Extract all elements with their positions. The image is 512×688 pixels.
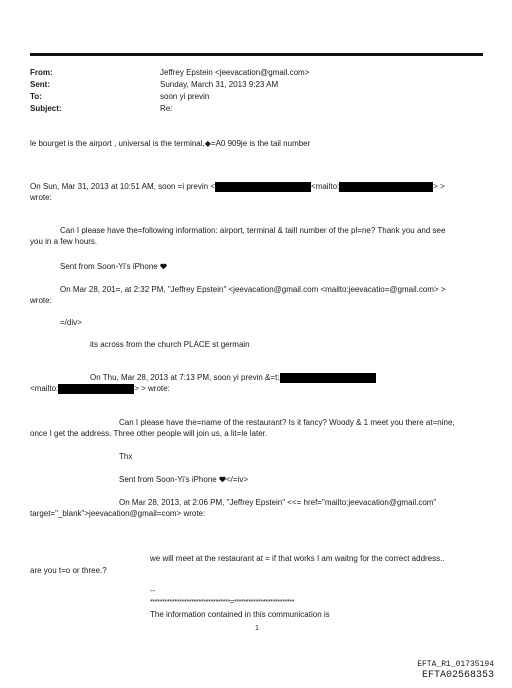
from-value: Jeffrey Epstein <jeevacation@gmail.com> bbox=[160, 68, 310, 77]
heart-icon bbox=[160, 263, 167, 270]
page-number: 1 bbox=[255, 625, 259, 632]
sent-from-1 bbox=[60, 262, 167, 272]
subject-label: Subject: bbox=[30, 104, 62, 113]
sent-from-1-text: Sent from Soon-Yi's iPhone bbox=[60, 262, 158, 271]
stars-line: *********************************=************************* bbox=[150, 599, 295, 606]
redaction-bar bbox=[280, 373, 376, 383]
across-line: its across from the church PLACE st germain bbox=[90, 340, 250, 349]
redaction-bar bbox=[215, 182, 311, 192]
bates-id-1: EFTA_R1_01735194 bbox=[417, 660, 494, 669]
to-label: To: bbox=[30, 92, 42, 101]
quote-header-1-mailto: <mailto: bbox=[311, 182, 340, 192]
heart-icon bbox=[219, 476, 226, 483]
sent-value: Sunday, March 31, 2013 9:23 AM bbox=[160, 80, 279, 89]
quote-header-1-text: On Sun, Mar 31, 2013 at 10:51 AM, soon =i previn < bbox=[30, 182, 216, 192]
two-or-three-line: are you t=o or three.? bbox=[30, 566, 107, 575]
quote-header-4-line-1: On Mar 28, 2013, at 2:06 PM, "Jeffrey Epstein" <<= href="mailto:jeevacation@gmail.com" bbox=[119, 498, 437, 507]
thx-line: Thx bbox=[119, 452, 133, 461]
quote-header-1-end: > > bbox=[433, 182, 445, 192]
quote-header-3-text: On Thu, Mar 28, 2013 at 7:13 PM, soon yi previn &=t; bbox=[90, 373, 280, 383]
sent-from-2-tag: </=iv> bbox=[225, 475, 248, 484]
from-label: From: bbox=[30, 68, 53, 77]
div-tag-text: =/div> bbox=[60, 318, 82, 327]
quote-1-wrote: wrote: bbox=[30, 193, 52, 202]
sent-from-2 bbox=[119, 475, 248, 485]
quote-3-mailto: <mailto: bbox=[30, 384, 59, 394]
quote-header-1 bbox=[30, 182, 445, 192]
meet-line: we will meet at the restaurant at = if that works I am waitng for the correct address.. bbox=[150, 554, 445, 563]
disclaimer-line: The information contained in this communication is bbox=[150, 610, 330, 619]
quote-3-mailto-line bbox=[30, 384, 170, 394]
quote-3-wrote: > > wrote: bbox=[134, 384, 170, 394]
sent-label: Sent: bbox=[30, 80, 50, 89]
redaction-bar bbox=[58, 384, 134, 394]
bates-id-2: EFTA02568353 bbox=[421, 670, 494, 681]
message-3-line-2: once I get the address. Three other people will join us, a lit=le later. bbox=[30, 429, 268, 438]
quote-2-wrote: wrote: bbox=[30, 296, 52, 305]
redaction-bar bbox=[339, 182, 433, 192]
sent-from-2-text: Sent from Soon-Yi's iPhone bbox=[119, 475, 217, 484]
quote-header-4-line-2: target="_blank">jeevacation@gmail=com> wrote: bbox=[30, 509, 206, 518]
message-1-line-1: Can I please have the=following information: airport, terminal & taill number of the pl=ne? Thank you and see bbox=[60, 226, 446, 235]
to-value: soon yi previn bbox=[160, 92, 210, 101]
message-3-line-1: Can I please have the=name of the restaurant? Is it fancy? Woody & 1 meet you there at=nine, bbox=[119, 418, 455, 427]
quote-header-2: On Mar 28, 201=, at 2:32 PM, "Jeffrey Epstein" <jeevacation@gmail.com <mailto:jeevacatio=@gmail.com> > bbox=[60, 285, 446, 294]
reply-line: le bourget is the airport , universal is the terminal,◆=A0 909je is the tail number bbox=[30, 139, 311, 148]
header-rule bbox=[30, 53, 483, 56]
quote-header-3 bbox=[90, 373, 376, 383]
message-1-line-2: you in a few hours. bbox=[30, 237, 98, 246]
signature-dashes: -- bbox=[150, 586, 156, 595]
subject-value: Re: bbox=[160, 104, 173, 113]
